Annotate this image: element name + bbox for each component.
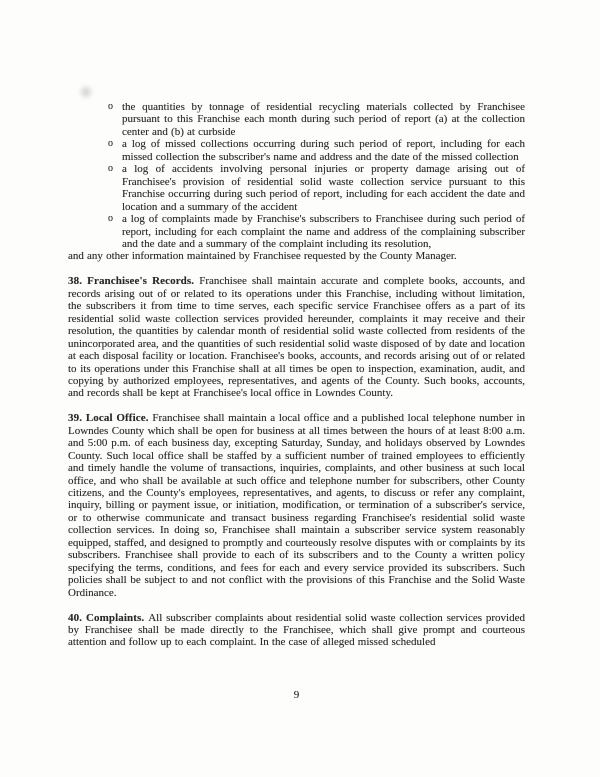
- list-continuation-text: and any other information maintained by Franchisee requested by the County Manager.: [68, 250, 457, 263]
- page-number: 9: [293, 689, 300, 701]
- bullet-text: a log of missed collections occurring during such period of report, including for each missed collection the subscriber's name and address and the date of the missed collection: [122, 138, 525, 163]
- section-heading: 39. Local Office.: [68, 412, 153, 425]
- section-39-local-office: [68, 412, 525, 599]
- bullet-marker: o: [108, 138, 113, 150]
- bullet-text: a log of complaints made by Franchise's subscribers to Franchisee during such period of report, including for each complaint the name and address of the complaining subscriber and the date and a summary of the complaint including its resolution,: [122, 213, 525, 250]
- list-item: [68, 213, 525, 250]
- bullet-marker: o: [108, 213, 113, 225]
- section-body: All subscriber complaints about residential solid waste collection services provided by Franchisee shall be made directly to the Franchisee, which shall give prompt and courteous attention and follow up to each complaint. In the case of alleged missed scheduled: [68, 611, 525, 649]
- section-body: Franchisee shall maintain accurate and complete books, accounts, and records arising out of or related to its operations under this Franchise, including without limitation, the subscribers it from time to time serves, each specific service Franchisee offers as a part of its residential solid waste collection services provided hereunder, complaints it may receive and their resolution, the quantities by calendar month of residential solid waste collected from residents of the unincorporated area, and the quantities of such residential solid waste disposed of by date and location at each disposal facility or location. Franchisee's books, accounts, and records arising out of or related to its operations under this Franchise shall at all times be open to inspection, examination, audit, and copying by authorized employees, representatives, and agents of the County. Such books, accounts, and records shall be kept at Franchisee's local office in Lowndes County.: [68, 275, 525, 400]
- section-38-franchisees-records: [68, 275, 525, 400]
- scan-smudge: [78, 84, 94, 100]
- bullet-marker: o: [108, 163, 113, 175]
- bullet-text: the quantities by tonnage of residential recycling materials collected by Franchisee pursuant to this Franchise each month during such period of report (a) at the collection center and (b) at curbside: [122, 101, 525, 138]
- report-contents-bullet-list: [68, 101, 525, 250]
- section-heading: 38. Franchisee's Records.: [68, 275, 200, 288]
- list-item: [68, 138, 525, 163]
- bullet-marker: o: [108, 101, 113, 112]
- bullet-text: a log of accidents involving personal injuries or property damage arising out of Franchisee's provision of residential solid waste collection service pursuant to this Franchise occurring during such period of report, including for each accident the date and location and a summary of the accident: [122, 163, 525, 213]
- section-heading: 40. Complaints.: [68, 611, 149, 624]
- list-item: [68, 163, 525, 213]
- section-40-complaints: [68, 612, 525, 649]
- section-body: Franchisee shall maintain a local office and a published local telephone number in Lowndes County which shall be open for business at all times between the hours of at least 8:00 a.m. and 5:00 p.m. of each business day, excepting Saturday, Sunday, and holidays observed by Lowndes County. Such local office shall be staffed by a sufficient number of trained employees to efficiently and timely handle the volume of transactions, inquiries, complaints, and other business at such local office, and who shall be available at such office and telephone number for subscribers, other County citizens, and the County's employees, representatives, and agents, to discuss or refer any complaint, inquiry, billing or payment issue, or initiation, modification, or termination of a subscriber's service, or to otherwise communicate and transact business regarding Franchisee's residential solid waste collection services. In doing so, Franchisee shall maintain a subscriber service system reasonably equipped, staffed, and designed to promptly and courteously resolve disputes with or complaints by its subscribers. Franchisee shall provide to each of its subscribers and to the County a written policy specifying the terms, conditions, and fees for each and every service provided its subscribers. Such policies shall be subject to and not conflict with the provisions of this Franchise and the Solid Waste Ordinance.: [68, 412, 525, 599]
- document-page: [68, 101, 525, 649]
- list-item: [68, 101, 525, 138]
